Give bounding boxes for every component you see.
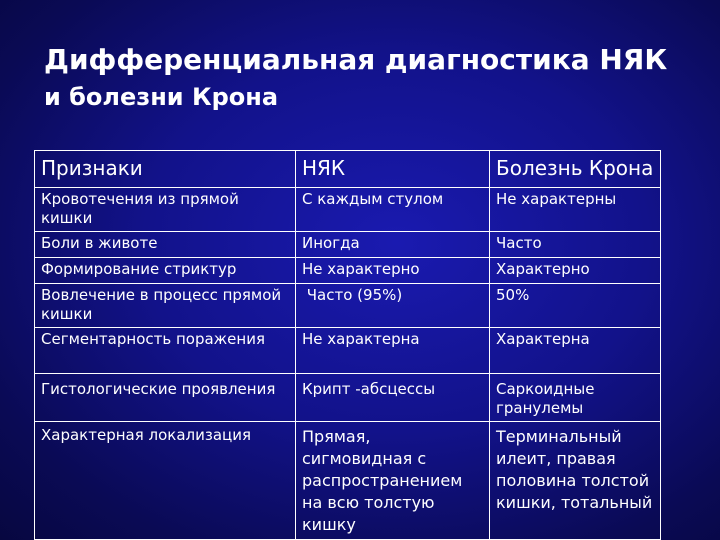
cell-sign: Боли в животе [35,232,296,258]
cell-crohn: Характерна [490,328,661,374]
cell-crohn: Саркоидные гранулемы [490,374,661,422]
cell-sign: Вовлечение в процесс прямой кишки [35,284,296,328]
cell-sign: Гистологические проявления [35,374,296,422]
cell-sign: Сегментарность поражения [35,328,296,374]
table-row [35,232,661,258]
slide-title-line-2: и болезни Крона [44,83,279,111]
slide-title [44,40,704,114]
table-row [35,328,661,374]
cell-crohn: Терминальный илеит, правая половина толстой кишки, тотальный [490,422,661,540]
table-row [35,258,661,284]
cell-crohn: Не характерны [490,188,661,232]
cell-uc: Не характерно [296,258,490,284]
cell-uc: С каждым стулом [296,188,490,232]
cell-sign: Кровотечения из прямой кишки [35,188,296,232]
cell-uc: Иногда [296,232,490,258]
header-uc: НЯК [296,151,490,188]
table-row [35,422,661,540]
cell-sign: Формирование стриктур [35,258,296,284]
differential-diagnosis-table [34,150,661,540]
header-crohn: Болезнь Крона [490,151,661,188]
cell-uc: Не характерна [296,328,490,374]
cell-crohn: Часто [490,232,661,258]
table-row [35,284,661,328]
cell-uc: Часто (95%) [296,284,490,328]
cell-uc: Крипт -абсцессы [296,374,490,422]
header-signs: Признаки [35,151,296,188]
table-header-row [35,151,661,188]
cell-sign: Характерная локализация [35,422,296,540]
cell-crohn: 50% [490,284,661,328]
table-row [35,374,661,422]
slide-title-line-1: Дифференциальная диагностика НЯК [44,43,668,76]
cell-crohn: Характерно [490,258,661,284]
cell-uc: Прямая, сигмовидная с распространением на всю толстую кишку [296,422,490,540]
table-row [35,188,661,232]
